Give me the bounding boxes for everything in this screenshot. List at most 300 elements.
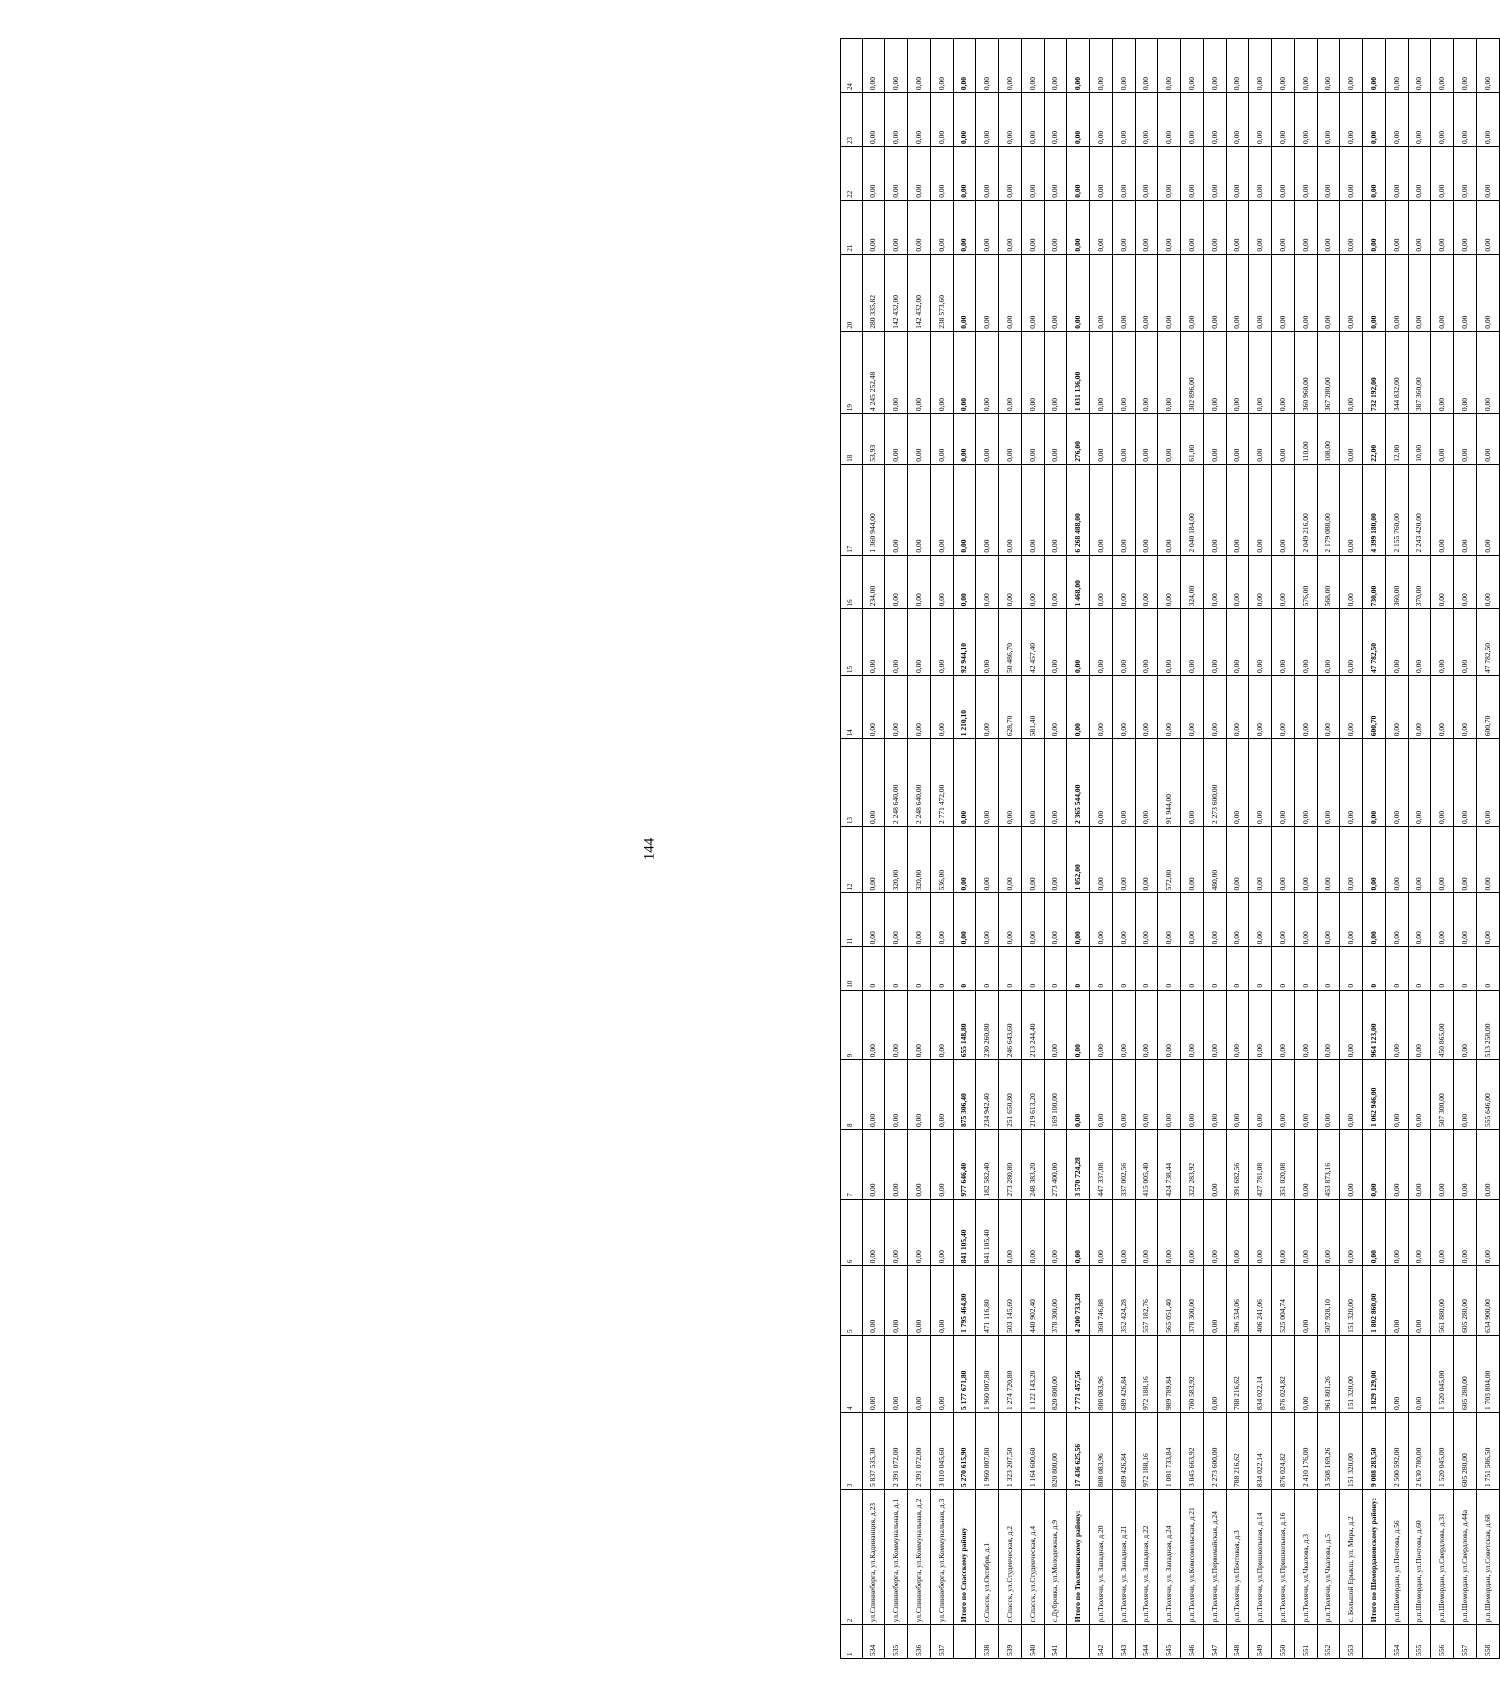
value-cell: 0,00	[1112, 200, 1135, 254]
row-number-cell	[953, 1625, 976, 1659]
row-number-cell: 557	[1454, 1625, 1477, 1659]
value-cell: 0,00	[862, 200, 885, 254]
value-cell: 1 520 045,00	[1431, 1412, 1454, 1489]
value-cell: 0,00	[1158, 254, 1181, 331]
value-cell: 0,00	[1272, 555, 1295, 609]
value-cell: 5 177 671,80	[953, 1335, 976, 1412]
value-cell: 0,00	[1158, 464, 1181, 555]
value-cell: 2 049 216,00	[1294, 464, 1317, 555]
value-cell: 0,00	[1203, 39, 1226, 93]
value-cell: 1 795 464,80	[953, 1266, 976, 1336]
value-cell: 0,00	[1249, 39, 1272, 93]
value-cell: 0	[862, 947, 885, 990]
value-cell: 972 188,16	[1135, 1412, 1158, 1489]
value-cell: 6 268 488,00	[1067, 464, 1090, 555]
value-cell: 605 280,00	[1454, 1266, 1477, 1336]
value-cell: 0,00	[1340, 675, 1363, 738]
value-cell: 0,00	[1203, 1199, 1226, 1266]
value-cell: 0,00	[1090, 826, 1113, 893]
value-cell: 0,00	[1135, 39, 1158, 93]
address-cell: р.п.Тюлячи, ул.Пришкольная, д.14	[1249, 1490, 1272, 1625]
value-cell: 977 646,40	[953, 1129, 976, 1199]
value-cell: 0,00	[1340, 555, 1363, 609]
value-cell: 0,00	[1112, 1199, 1135, 1266]
value-cell: 0,00	[1249, 739, 1272, 827]
value-cell: 0	[1203, 947, 1226, 990]
value-cell: 5 837 535,30	[862, 1412, 885, 1489]
value-cell: 0,00	[1385, 200, 1408, 254]
value-cell: 0	[1226, 947, 1249, 990]
value-cell: 0,00	[1135, 893, 1158, 947]
value-cell: 0,00	[1363, 826, 1386, 893]
value-cell: 0,00	[1021, 254, 1044, 331]
value-cell: 0,00	[1044, 739, 1067, 827]
value-cell: 273 280,80	[999, 1129, 1022, 1199]
value-cell: 565 051,40	[1158, 1266, 1181, 1336]
address-cell: р.п.Тюлячи, ул.Пришкольная, д.16	[1272, 1490, 1295, 1625]
value-cell: 151 320,00	[1340, 1266, 1363, 1336]
value-cell: 0,00	[1363, 893, 1386, 947]
value-cell: 0,00	[1090, 1060, 1113, 1130]
value-cell: 440 902,40	[1021, 1266, 1044, 1336]
value-cell: 0,00	[1454, 675, 1477, 738]
value-cell: 0,00	[1317, 146, 1340, 200]
value-cell: 0,00	[862, 826, 885, 893]
address-cell: Итого по Спасскому району	[953, 1490, 976, 1625]
value-cell: 53,93	[862, 414, 885, 465]
value-cell: 0,00	[1454, 555, 1477, 609]
value-cell: 0,00	[1158, 990, 1181, 1060]
address-cell: р.п.Шемордан, ул.Почтова, д.56	[1385, 1490, 1408, 1625]
value-cell: 581,40	[1021, 675, 1044, 738]
row-number-cell: 534	[862, 1625, 885, 1659]
value-cell: 0,00	[1203, 93, 1226, 147]
value-cell: 0,00	[1408, 146, 1431, 200]
value-cell: 0,00	[1135, 1199, 1158, 1266]
value-cell: 0	[1067, 947, 1090, 990]
value-cell: 3 829 129,00	[1363, 1335, 1386, 1412]
table-row	[1112, 39, 1135, 1659]
value-cell: 0,00	[1340, 739, 1363, 827]
value-cell: 0,00	[1203, 1266, 1226, 1336]
value-cell: 302 896,00	[1181, 331, 1204, 413]
value-cell: 234 942,40	[976, 1060, 999, 1130]
value-cell: 0,00	[1454, 1060, 1477, 1130]
value-cell: 0,00	[1112, 39, 1135, 93]
value-cell: 0,00	[1408, 826, 1431, 893]
value-cell: 0,00	[930, 893, 953, 947]
value-cell: 1 802 860,00	[1363, 1266, 1386, 1336]
value-cell: 0,00	[1112, 1060, 1135, 1130]
value-cell: 3 010 045,60	[930, 1412, 953, 1489]
value-cell: 0,00	[1112, 675, 1135, 738]
rotated-table-container	[840, 38, 1500, 1659]
value-cell: 513 258,00	[1476, 990, 1499, 1060]
value-cell: 1 031 136,00	[1067, 331, 1090, 413]
value-cell: 0,00	[976, 93, 999, 147]
value-cell: 0	[1021, 947, 1044, 990]
column-number: 15	[841, 609, 863, 676]
value-cell: 0,00	[1408, 1129, 1431, 1199]
value-cell: 0,00	[1021, 39, 1044, 93]
value-cell: 0,00	[1272, 826, 1295, 893]
row-number-cell: 556	[1431, 1625, 1454, 1659]
value-cell: 0,00	[1067, 609, 1090, 676]
value-cell: 0,00	[1067, 146, 1090, 200]
value-cell: 0,00	[1272, 200, 1295, 254]
value-cell: 0,00	[1294, 1266, 1317, 1336]
value-cell: 2 248 640,00	[908, 739, 931, 827]
table-row	[1408, 39, 1431, 1659]
value-cell: 0,00	[1363, 254, 1386, 331]
value-cell: 0,00	[1340, 200, 1363, 254]
value-cell: 0,00	[1181, 826, 1204, 893]
value-cell: 182 582,40	[976, 1129, 999, 1199]
row-number-cell: 548	[1226, 1625, 1249, 1659]
column-number: 20	[841, 254, 863, 331]
value-cell: 0,00	[953, 826, 976, 893]
value-cell: 0,00	[1317, 675, 1340, 738]
value-cell: 0,00	[1021, 826, 1044, 893]
value-cell: 0,00	[908, 146, 931, 200]
value-cell: 503 145,60	[999, 1266, 1022, 1336]
value-cell: 0,00	[885, 990, 908, 1060]
value-cell: 0,00	[908, 893, 931, 947]
value-cell: 0,00	[1385, 39, 1408, 93]
value-cell: 415 005,40	[1135, 1129, 1158, 1199]
value-cell: 0,00	[1067, 675, 1090, 738]
page-number: 144	[641, 837, 658, 860]
value-cell: 3 508 169,26	[1317, 1412, 1340, 1489]
value-cell: 2 391 072,00	[885, 1412, 908, 1489]
value-cell: 0,00	[1181, 893, 1204, 947]
value-cell: 0,00	[1021, 331, 1044, 413]
value-cell: 0,00	[1454, 39, 1477, 93]
value-cell: 0	[1090, 947, 1113, 990]
value-cell: 0,00	[1431, 93, 1454, 147]
value-cell: 0,00	[1135, 1060, 1158, 1130]
table-row	[1317, 39, 1340, 1659]
value-cell: 0,00	[885, 464, 908, 555]
value-cell: 0,00	[1272, 414, 1295, 465]
table-row	[1340, 39, 1363, 1659]
value-cell: 0,00	[1203, 464, 1226, 555]
value-cell: 0,00	[1272, 254, 1295, 331]
value-cell: 0,00	[1294, 39, 1317, 93]
value-cell: 634 900,00	[1476, 1266, 1499, 1336]
value-cell: 0,00	[999, 826, 1022, 893]
value-cell: 0,00	[999, 464, 1022, 555]
value-cell: 0,00	[1158, 1199, 1181, 1266]
value-cell: 0,00	[1226, 93, 1249, 147]
value-cell: 142 432,00	[908, 254, 931, 331]
value-cell: 820 800,00	[1044, 1412, 1067, 1489]
value-cell: 0,00	[999, 146, 1022, 200]
value-cell: 0,00	[885, 675, 908, 738]
value-cell: 352 424,28	[1112, 1266, 1135, 1336]
column-number: 2	[841, 1490, 863, 1625]
value-cell: 0,00	[930, 609, 953, 676]
value-cell: 0,00	[1181, 1199, 1204, 1266]
value-cell: 788 216,62	[1226, 1412, 1249, 1489]
value-cell: 0,00	[1249, 414, 1272, 465]
value-cell: 0,00	[999, 331, 1022, 413]
value-cell: 0,00	[1181, 93, 1204, 147]
column-number: 24	[841, 39, 863, 93]
value-cell: 0,00	[1112, 331, 1135, 413]
value-cell: 0,00	[1476, 414, 1499, 465]
value-cell: 0,00	[1272, 1060, 1295, 1130]
value-cell: 0,00	[1021, 739, 1044, 827]
address-cell: р.п.Тюлячи, ул. Западная, д.21	[1112, 1490, 1135, 1625]
value-cell: 0,00	[1454, 893, 1477, 947]
value-cell: 246 643,60	[999, 990, 1022, 1060]
value-cell: 0,00	[1431, 739, 1454, 827]
table-header-row	[841, 39, 863, 1659]
value-cell: 0,00	[1317, 93, 1340, 147]
value-cell: 0,00	[999, 200, 1022, 254]
value-cell: 0,00	[1317, 739, 1340, 827]
value-cell: 2 500 592,00	[1385, 1412, 1408, 1489]
value-cell: 320,00	[908, 826, 931, 893]
value-cell: 0,00	[1294, 1335, 1317, 1412]
value-cell: 1 323 207,50	[999, 1412, 1022, 1489]
value-cell: 0,00	[1044, 609, 1067, 676]
value-cell: 0,00	[908, 200, 931, 254]
value-cell: 276,00	[1067, 414, 1090, 465]
value-cell: 0,00	[1340, 609, 1363, 676]
value-cell: 0,00	[1158, 1060, 1181, 1130]
value-cell: 0,00	[1203, 200, 1226, 254]
value-cell: 0,00	[999, 414, 1022, 465]
value-cell: 0	[1181, 947, 1204, 990]
value-cell: 0,00	[1021, 1199, 1044, 1266]
table-row	[1294, 39, 1317, 1659]
value-cell: 0,00	[1363, 200, 1386, 254]
value-cell: 0,00	[1090, 200, 1113, 254]
row-number-cell: 536	[908, 1625, 931, 1659]
value-cell: 0,00	[1294, 146, 1317, 200]
value-cell: 0,00	[953, 39, 976, 93]
value-cell: 0,00	[1181, 254, 1204, 331]
value-cell: 0,00	[1181, 146, 1204, 200]
table-row	[1226, 39, 1249, 1659]
value-cell: 0,00	[1181, 609, 1204, 676]
value-cell: 344 832,00	[1385, 331, 1408, 413]
value-cell: 1 210,10	[953, 675, 976, 738]
value-cell: 142 432,00	[885, 254, 908, 331]
value-cell: 0,00	[1203, 414, 1226, 465]
value-cell: 0,00	[1226, 555, 1249, 609]
value-cell: 0,00	[1181, 675, 1204, 738]
column-number: 1	[841, 1625, 863, 1659]
value-cell: 0,00	[1476, 555, 1499, 609]
value-cell: 0,00	[862, 893, 885, 947]
value-cell: 0,00	[1112, 609, 1135, 676]
value-cell: 0,00	[908, 331, 931, 413]
value-cell: 0,00	[1112, 739, 1135, 827]
value-cell: 0,00	[1340, 254, 1363, 331]
value-cell: 0,00	[1317, 39, 1340, 93]
address-cell: р.п.Шемордан, ул.Свердлова, д.44а	[1454, 1490, 1477, 1625]
value-cell: 0,00	[930, 555, 953, 609]
value-cell: 0,00	[1090, 39, 1113, 93]
value-cell: 0,00	[1158, 200, 1181, 254]
value-cell: 0,00	[1203, 146, 1226, 200]
value-cell: 0,00	[1203, 254, 1226, 331]
value-cell: 10,00	[1408, 414, 1431, 465]
value-cell: 0	[1112, 947, 1135, 990]
value-cell: 0,00	[885, 414, 908, 465]
value-cell: 0,00	[1044, 1199, 1067, 1266]
value-cell: 0,00	[1135, 739, 1158, 827]
value-cell: 0,00	[1135, 331, 1158, 413]
value-cell: 0,00	[1112, 146, 1135, 200]
value-cell: 0,00	[1249, 1060, 1272, 1130]
value-cell: 0,00	[1249, 200, 1272, 254]
value-cell: 251 650,80	[999, 1060, 1022, 1130]
value-cell: 0,00	[1476, 93, 1499, 147]
value-cell: 0,00	[1317, 254, 1340, 331]
value-cell: 0	[1249, 947, 1272, 990]
capital-repair-table	[840, 38, 1500, 1659]
value-cell: 0,00	[1112, 464, 1135, 555]
value-cell: 0,00	[1135, 555, 1158, 609]
value-cell: 280 335,82	[862, 254, 885, 331]
value-cell: 9 008 283,50	[1363, 1412, 1386, 1489]
value-cell: 0,00	[1021, 93, 1044, 147]
address-cell: Итого по Шемордановскому району:	[1363, 1490, 1386, 1625]
table-row	[1454, 39, 1477, 1659]
value-cell: 0,00	[1226, 1060, 1249, 1130]
value-cell: 0,00	[1340, 464, 1363, 555]
value-cell: 0,00	[862, 1199, 885, 1266]
value-cell: 0,00	[862, 1129, 885, 1199]
value-cell: 655 148,80	[953, 990, 976, 1060]
value-cell: 0,00	[1067, 254, 1090, 331]
value-cell: 600,70	[1363, 675, 1386, 738]
value-cell: 0,00	[1476, 39, 1499, 93]
value-cell: 0,00	[1112, 893, 1135, 947]
value-cell: 0,00	[1135, 93, 1158, 147]
value-cell: 964 123,00	[1363, 990, 1386, 1060]
value-cell: 0,00	[1454, 826, 1477, 893]
value-cell: 0,00	[1158, 609, 1181, 676]
table-row	[885, 39, 908, 1659]
value-cell: 1 360 944,00	[862, 464, 885, 555]
value-cell: 0,00	[908, 464, 931, 555]
value-cell: 0,00	[1454, 1199, 1477, 1266]
value-cell: 0,00	[1385, 826, 1408, 893]
column-number: 13	[841, 739, 863, 827]
value-cell: 427 781,08	[1249, 1129, 1272, 1199]
value-cell: 0	[953, 947, 976, 990]
value-cell: 0,00	[1431, 254, 1454, 331]
value-cell: 61,00	[1181, 414, 1204, 465]
value-cell: 0,00	[1385, 1060, 1408, 1130]
row-number-cell: 535	[885, 1625, 908, 1659]
value-cell: 0,00	[930, 1266, 953, 1336]
value-cell: 1 960 007,80	[976, 1412, 999, 1489]
value-cell: 0,00	[1476, 200, 1499, 254]
value-cell: 0,00	[1454, 331, 1477, 413]
value-cell: 0,00	[1454, 609, 1477, 676]
value-cell: 0,00	[930, 1335, 953, 1412]
value-cell: 2 155 760,00	[1385, 464, 1408, 555]
value-cell: 0,00	[1431, 555, 1454, 609]
value-cell: 0,00	[1431, 1199, 1454, 1266]
value-cell: 0,00	[1226, 331, 1249, 413]
value-cell: 0,00	[885, 146, 908, 200]
value-cell: 0,00	[1158, 555, 1181, 609]
value-cell: 0,00	[1340, 39, 1363, 93]
value-cell: 0,00	[1272, 893, 1295, 947]
value-cell: 507 928,10	[1317, 1266, 1340, 1336]
value-cell: 0,00	[1090, 414, 1113, 465]
value-cell: 0,00	[930, 1199, 953, 1266]
table-row	[976, 39, 999, 1659]
total-row	[953, 39, 976, 1659]
value-cell: 0,00	[953, 414, 976, 465]
address-cell: р.п.Тюлячи, ул.Чкалова, д.3	[1294, 1490, 1317, 1625]
value-cell: 2 273 600,00	[1203, 739, 1226, 827]
value-cell: 234,00	[862, 555, 885, 609]
value-cell: 0,00	[1044, 414, 1067, 465]
value-cell: 0,00	[1112, 990, 1135, 1060]
value-cell: 0,00	[930, 675, 953, 738]
value-cell: 0,00	[930, 464, 953, 555]
value-cell: 700 583,92	[1181, 1335, 1204, 1412]
value-cell: 1 274 720,80	[999, 1335, 1022, 1412]
address-cell: р.п.Шемордан, ул.Свердлова, д.31	[1431, 1490, 1454, 1625]
value-cell: 989 789,84	[1158, 1335, 1181, 1412]
value-cell: 0,00	[908, 1060, 931, 1130]
value-cell: 0,00	[885, 609, 908, 676]
value-cell: 396 534,06	[1226, 1266, 1249, 1336]
value-cell: 0,00	[1181, 739, 1204, 827]
value-cell: 0,00	[862, 146, 885, 200]
value-cell: 834 022,14	[1249, 1335, 1272, 1412]
value-cell: 0,00	[908, 1266, 931, 1336]
value-cell: 0,00	[1044, 146, 1067, 200]
value-cell: 0,00	[1067, 1060, 1090, 1130]
value-cell: 0,00	[1294, 254, 1317, 331]
table-row	[1476, 39, 1499, 1659]
address-cell: Итого по Тюлячинскому району:	[1067, 1490, 1090, 1625]
value-cell: 0,00	[862, 1060, 885, 1130]
column-number: 3	[841, 1412, 863, 1489]
value-cell: 0,00	[1476, 331, 1499, 413]
value-cell: 0,00	[1385, 609, 1408, 676]
value-cell: 0,00	[1249, 146, 1272, 200]
value-cell: 0,00	[976, 146, 999, 200]
value-cell: 370,00	[1408, 555, 1431, 609]
column-number: 21	[841, 200, 863, 254]
value-cell: 0,00	[1067, 93, 1090, 147]
value-cell: 0,00	[1385, 675, 1408, 738]
value-cell: 4 399 180,00	[1363, 464, 1386, 555]
column-number: 10	[841, 947, 863, 990]
row-number-cell: 553	[1340, 1625, 1363, 1659]
value-cell: 2 248 640,00	[885, 739, 908, 827]
column-number: 18	[841, 414, 863, 465]
value-cell: 1 122 143,20	[1021, 1335, 1044, 1412]
total-row	[1067, 39, 1090, 1659]
value-cell: 0,00	[1385, 893, 1408, 947]
value-cell: 0,00	[1431, 414, 1454, 465]
value-cell: 0,00	[930, 93, 953, 147]
value-cell: 151 320,00	[1340, 1335, 1363, 1412]
